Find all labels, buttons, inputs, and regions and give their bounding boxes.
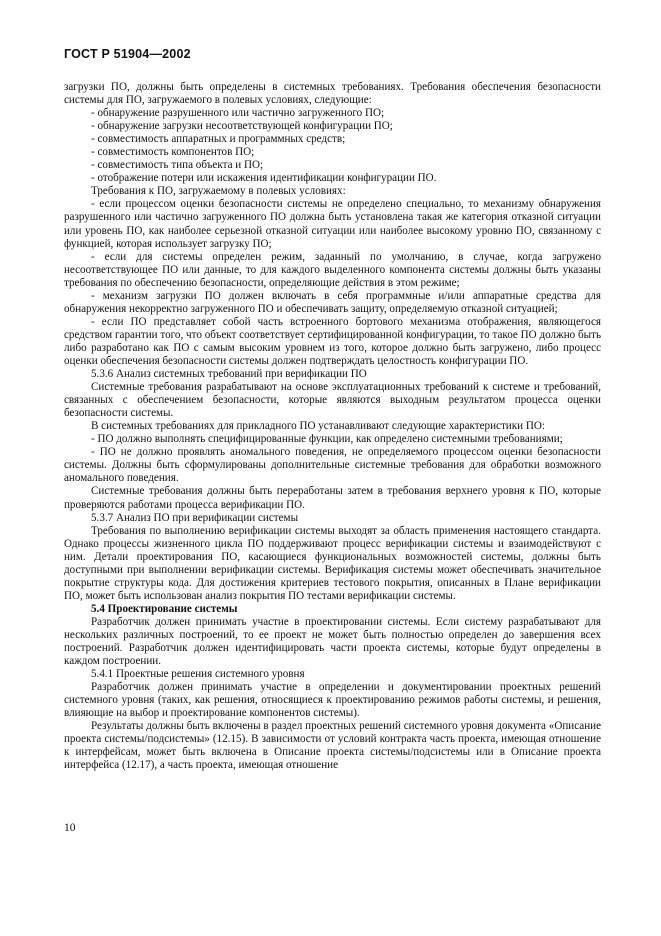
list-item: - совместимость компонентов ПО; <box>91 146 255 159</box>
body-paragraph: - механизм загрузки ПО должен включать в себя программные и/или аппаратные средства для обнаружения некорректно загруженного ПО и обеспечивать защиту, определяемую отказной ситуацией; <box>64 289 601 315</box>
body-paragraph: - если процессом оценки безопасности системы не определено специально, то механизму обнаружения разрушенного или частично загруженного ПО должна быть установлена такая же категория отказной ситуации или уровень ПО, как наиболее серьезной отказной ситуации или наиболее высокому уровню ПО, связанному с функцией, которая использует загрузку ПО; <box>64 198 601 250</box>
list-item: - обнаружение разрушенного или частично загруженного ПО; <box>91 107 385 120</box>
body-paragraph: Требования к ПО, загружаемому в полевых условиях: <box>91 185 346 198</box>
body-paragraph: - если для системы определен режим, заданный по умолчанию, в случае, когда загружено несоответствующее ПО или данные, то для каждого выделенного компонента системы должны быть указаны требования по обеспечению безопасности, определяющие действия в этом режиме; <box>64 250 601 289</box>
body-paragraph: Разработчик должен принимать участие в проектировании системы. Если систему разрабатывают для нескольких различных построений, то ее проект не может быть полностью определен до завершения всех построений. Разработчик должен идентифицировать части проекта системы, которые будут определены в каждом построении. <box>64 615 601 668</box>
body-paragraph: Разработчик должен принимать участие в определении и документировании проектных решений системного уровня (таких, как решения, относящиеся к проектированию режимов работы системы, и решения, влияющие на выбор и проектирование компонентов системы). <box>64 681 601 720</box>
body-paragraph: Результаты должны быть включены в раздел проектных решений системного уровня документа «Описание проекта системы/подсистемы» (12.15). В зависимости от условий контракта часть проекта, имеющая отношение к интерфейсам, может быть включена в Описание проекта системы/подсистемы или в Описание проекта интерфейса (12.17), а часть проекта, имеющая отношение <box>64 720 601 772</box>
document-header: ГОСТ Р 51904—2002 <box>64 47 191 61</box>
body-paragraph: 5.3.7 Анализ ПО при верификации системы <box>91 511 299 524</box>
section-heading: 5.4 Проектирование системы <box>91 602 238 615</box>
list-item: - совместимость аппаратных и программных средств; <box>91 133 346 146</box>
body-paragraph: - если ПО представляет собой часть встроенного бортового механизма отображения, являющегося средством гарантии того, что объект соответствует сертифицированной конфигурации, то такое ПО должно быть либо разработано как ПО с самым высоким уровнем из того, которое должно быть загружено, либо процесс оценки обеспечения безопасности системы должен подтверждать целостность конфигурации ПО. <box>64 315 601 367</box>
body-paragraph: - ПО не должно проявлять аномального поведения, не определяемого процессом оценки безопасности системы. Должны быть сформулированы дополнительные системные требования для обработки возможного аномального поведения. <box>64 446 601 485</box>
document-body <box>64 81 601 772</box>
body-paragraph: загрузки ПО, должны быть определены в системных требованиях. Требования обеспечения безопасности системы для ПО, загружаемого в полевых условиях, следующие: <box>64 81 601 107</box>
list-item: - совместимость типа объекта и ПО; <box>91 159 264 172</box>
list-item: - отображение потери или искажения идентификации конфигурации ПО. <box>91 172 437 185</box>
body-paragraph: - ПО должно выполнять специфицированные функции, как определено системными требованиями; <box>91 433 563 446</box>
body-paragraph: 5.3.6 Анализ системных требований при верификации ПО <box>91 368 367 381</box>
list-item: - обнаружение загрузки несоответствующей конфигурации ПО; <box>91 120 393 133</box>
body-paragraph: Системные требования должны быть переработаны затем в требования верхнего уровня к ПО, которые проверяются работами процесса верификации ПО. <box>64 485 601 511</box>
body-paragraph: Требования по выполнению верификации системы выходят за область применения настоящего стандарта. Однако процессы жизненного цикла ПО поддерживают процесс верификации системы и взаимодействуют с ним. Детали проектирования ПО, касающиеся функциональных возможностей системы, должны быть доступными при выполнении верификации системы. Верификация системы может обеспечивать значительное покрытие структуры кода. Для достижения критериев тестового покрытия, описанных в Плане верификации ПО, может быть использован анализ покрытия ПО тестами верификации системы. <box>64 524 601 602</box>
body-paragraph: Системные требования разрабатывают на основе эксплуатационных требований к системе и требований, связанных с обеспечением безопасности, которые являются выходным результатом процесса оценки безопасности системы. <box>64 381 601 420</box>
body-paragraph: 5.4.1 Проектные решения системного уровня <box>91 668 305 681</box>
body-paragraph: В системных требованиях для прикладного ПО устанавливают следующие характеристики ПО: <box>91 420 545 433</box>
page-number: 10 <box>64 822 76 834</box>
